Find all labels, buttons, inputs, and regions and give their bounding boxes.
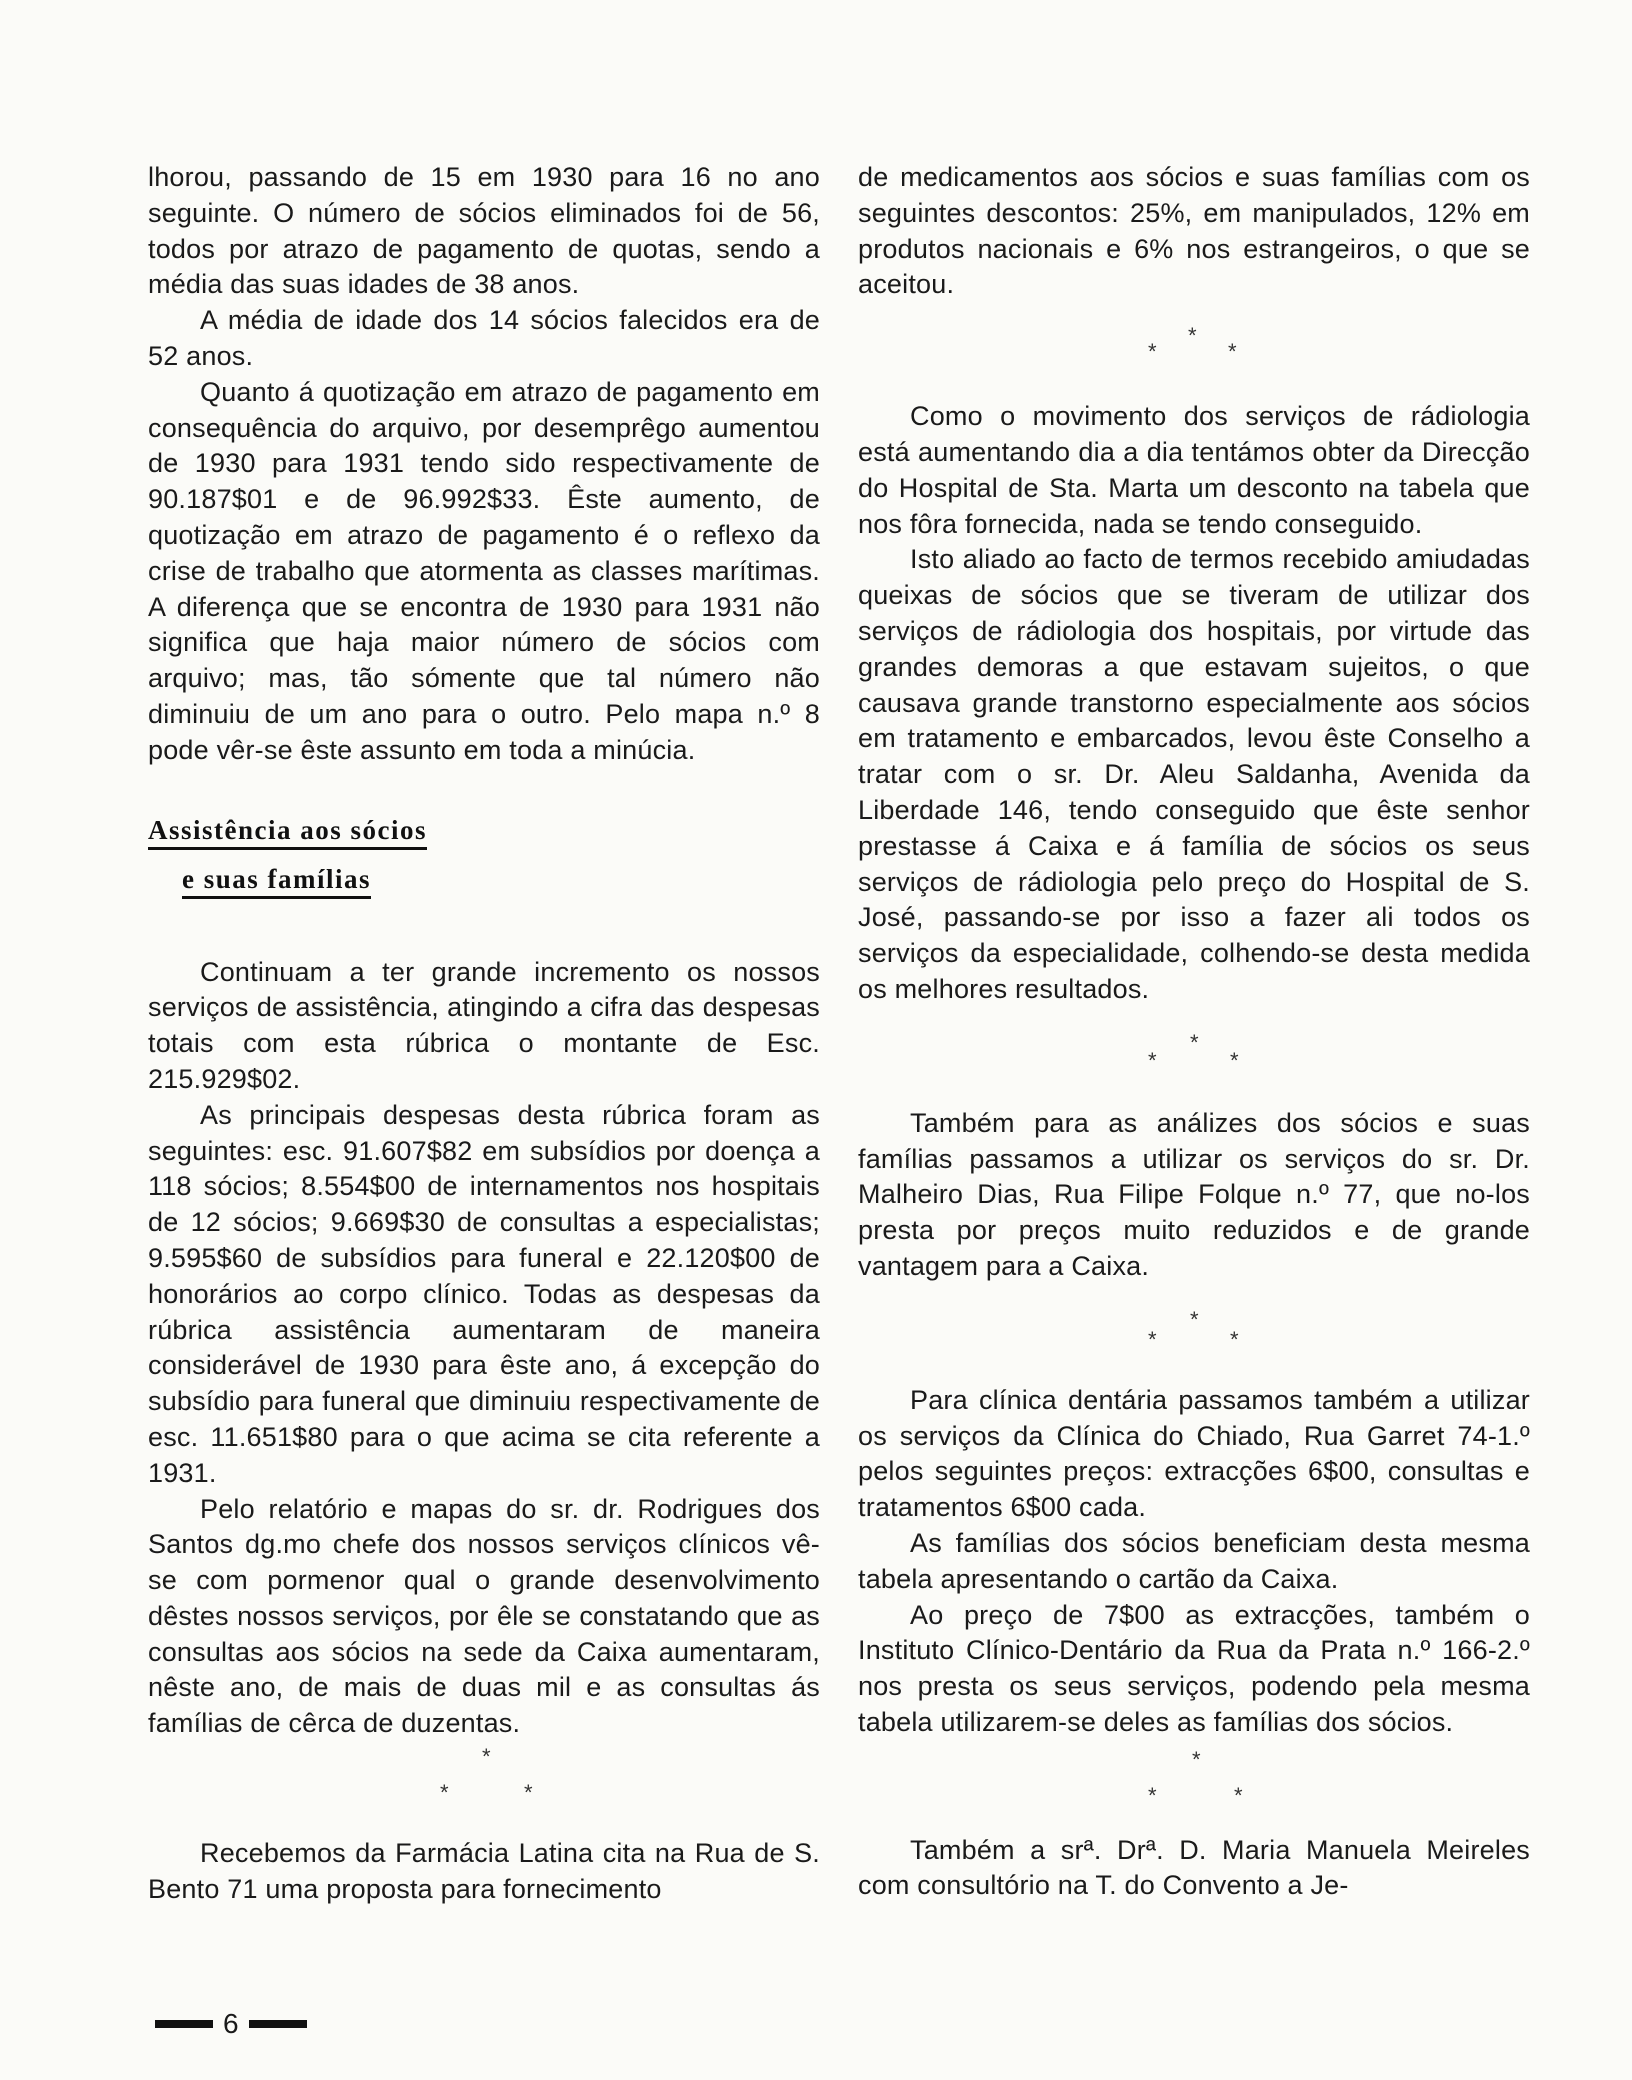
right-column (858, 160, 1530, 1904)
paragraph: Para clínica dentária passamos também a utilizar os serviços da Clínica do Chiado, Rua Garret 74-1.º pelos seguintes preços: extracções 6$00, consultas e tratamentos 6$00 cada. (858, 1384, 1530, 1523)
paragraph: Quanto á quotização em atrazo de pagamento em consequência do arquivo, por desemprêgo aumentou de 1930 para 1931 tendo sido respectivamente de 90.187$01 e de 96.992$33. Êste aumento, de quotização em atrazo de pagamento é o reflexo da crise de trabalho que atormenta as classes marítimas. A diferença que se encontra de 1930 para 1931 não significa que haja maior número de sócios com arquivo; mas, tão sómente que tal número não diminuiu de um ano para o outro. Pelo mapa n.º 8 pode vêr-se êste assunto em toda a minúcia. (148, 376, 820, 765)
ornament-star: * (1230, 1326, 1239, 1352)
ornament-star: * (1148, 1326, 1157, 1352)
section-ornament (858, 303, 1530, 399)
ornament-star: * (1148, 1047, 1157, 1073)
footer-rule-left (155, 2020, 213, 2028)
paragraph: Continuam a ter grande incremento os nossos serviços de assistência, atingindo a cifra das despesas totais com esta rúbrica o montante de Esc. 215.929$02. (148, 956, 820, 1094)
paragraph: lhorou, passando de 15 em 1930 para 16 no ano seguinte. O número de sócios eliminados foi de 56, todos por atrazo de pagamento de quotas, sendo a média das suas idades de 38 anos. (148, 162, 820, 300)
ornament-star: * (524, 1780, 533, 1806)
paragraph: Pelo relatório e mapas do sr. dr. Rodrigues dos Santos dg.mo chefe dos nossos serviços clínicos vê-se com pormenor qual o grande desenvolvimento dêstes nossos serviços, por êle se constatando que as consultas aos sócios na sede da Caixa aumentaram, nêste ano, de mais de duas mil e as consultas ás famílias de cêrca de duzentas. (148, 1493, 820, 1739)
ornament-star: * (1190, 1029, 1199, 1055)
section-ornament (858, 1741, 1530, 1829)
ornament-star: * (482, 1744, 491, 1770)
paragraph: de medicamentos aos sócios e suas famílias com os seguintes descontos: 25%, em manipulados, 12% em produtos nacionais e 6% nos estrangeiros, o que se aceitou. (858, 162, 1530, 300)
section-ornament (148, 1742, 820, 1822)
paragraph: Isto aliado ao facto de termos recebido amiudadas queixas de sócios que se tiveram de utilizar dos serviços de rádiologia dos hospitais, por virtude das grandes demoras a que estavam sujeitos, o que causava grande transtorno especialmente aos sócios em tratamento e embarcados, levou êste Conselho a tratar com o sr. Dr. Aleu Saldanha, Avenida da Liberdade 146, tendo conseguido que êste senhor prestasse á Caixa e á família de sócios os seus serviços de rádiologia pelo preço do Hospital de S. José, passando-se por isso a fazer ali todos os serviços da especialidade, colhendo-se desta medida os melhores resultados. (858, 544, 1530, 1004)
left-column (148, 160, 820, 1908)
ornament-star: * (440, 1780, 449, 1806)
ornament-star: * (1192, 1746, 1201, 1772)
section-heading-line-1: Assistência aos sócios (148, 815, 427, 850)
ornament-star: * (1228, 339, 1237, 365)
ornament-star: * (1230, 1047, 1239, 1073)
ornament-star: * (1190, 1306, 1199, 1332)
paragraph: Recebemos da Farmácia Latina cita na Rua de S. Bento 71 uma proposta para fornecimento (148, 1838, 820, 1904)
section-ornament (858, 1285, 1530, 1383)
paragraph: As famílias dos sócios beneficiam desta mesma tabela apresentando o cartão da Caixa. (858, 1527, 1530, 1594)
paragraph: Também a srª. Drª. D. Maria Manuela Meireles com consultório na T. do Convento a Je- (858, 1834, 1530, 1901)
section-heading-line-2: e suas famílias (182, 864, 371, 899)
paragraph: Como o movimento dos serviços de rádiologia está aumentando dia a dia tentámos obter da Direcção do Hospital de Sta. Marta um desconto na tabela que nos fôra fornecida, nada se tendo conseguido. (858, 401, 1530, 539)
page-number: 6 (223, 2008, 239, 2039)
ornament-star: * (1148, 1782, 1157, 1808)
ornament-star: * (1234, 1782, 1243, 1808)
paragraph: Também para as análizes dos sócios e suas famílias passamos a utilizar os serviços do sr. Dr. Malheiro Dias, Rua Filipe Folque n.º 77, que no-los presta por preços muito reduzidos e de grande vantagem para a Caixa. (858, 1107, 1530, 1281)
section-heading (148, 769, 820, 899)
section-ornament (858, 1008, 1530, 1106)
paragraph: A média de idade dos 14 sócios falecidos era de 52 anos. (148, 305, 820, 371)
footer-rule-right (249, 2020, 307, 2028)
ornament-star: * (1148, 339, 1157, 365)
paragraph: As principais despesas desta rúbrica foram as seguintes: esc. 91.607$82 em subsídios por doença a 118 sócios; 8.554$00 de internamentos nos hospitais de 12 sócios; 9.669$30 de consultas a especialistas; 9.595$60 de subsídios para funeral e 22.120$00 de honorários ao corpo clínico. Todas as despesas da rúbrica assistência aumentaram de maneira considerável de 1930 para êste ano, á excepção do subsídio para funeral que diminuiu respectivamente de esc. 11.651$80 para o que acima se cita referente a 1931. (148, 1099, 820, 1488)
paragraph: Ao preço de 7$00 as extracções, também o Instituto Clínico-Dentário da Rua da Prata n.º 166-2.º nos presta os seus serviços, podendo pela mesma tabela utilizarem-se deles as famílias dos sócios. (858, 1599, 1530, 1737)
ornament-star: * (1188, 323, 1197, 349)
page-footer (155, 2008, 307, 2040)
